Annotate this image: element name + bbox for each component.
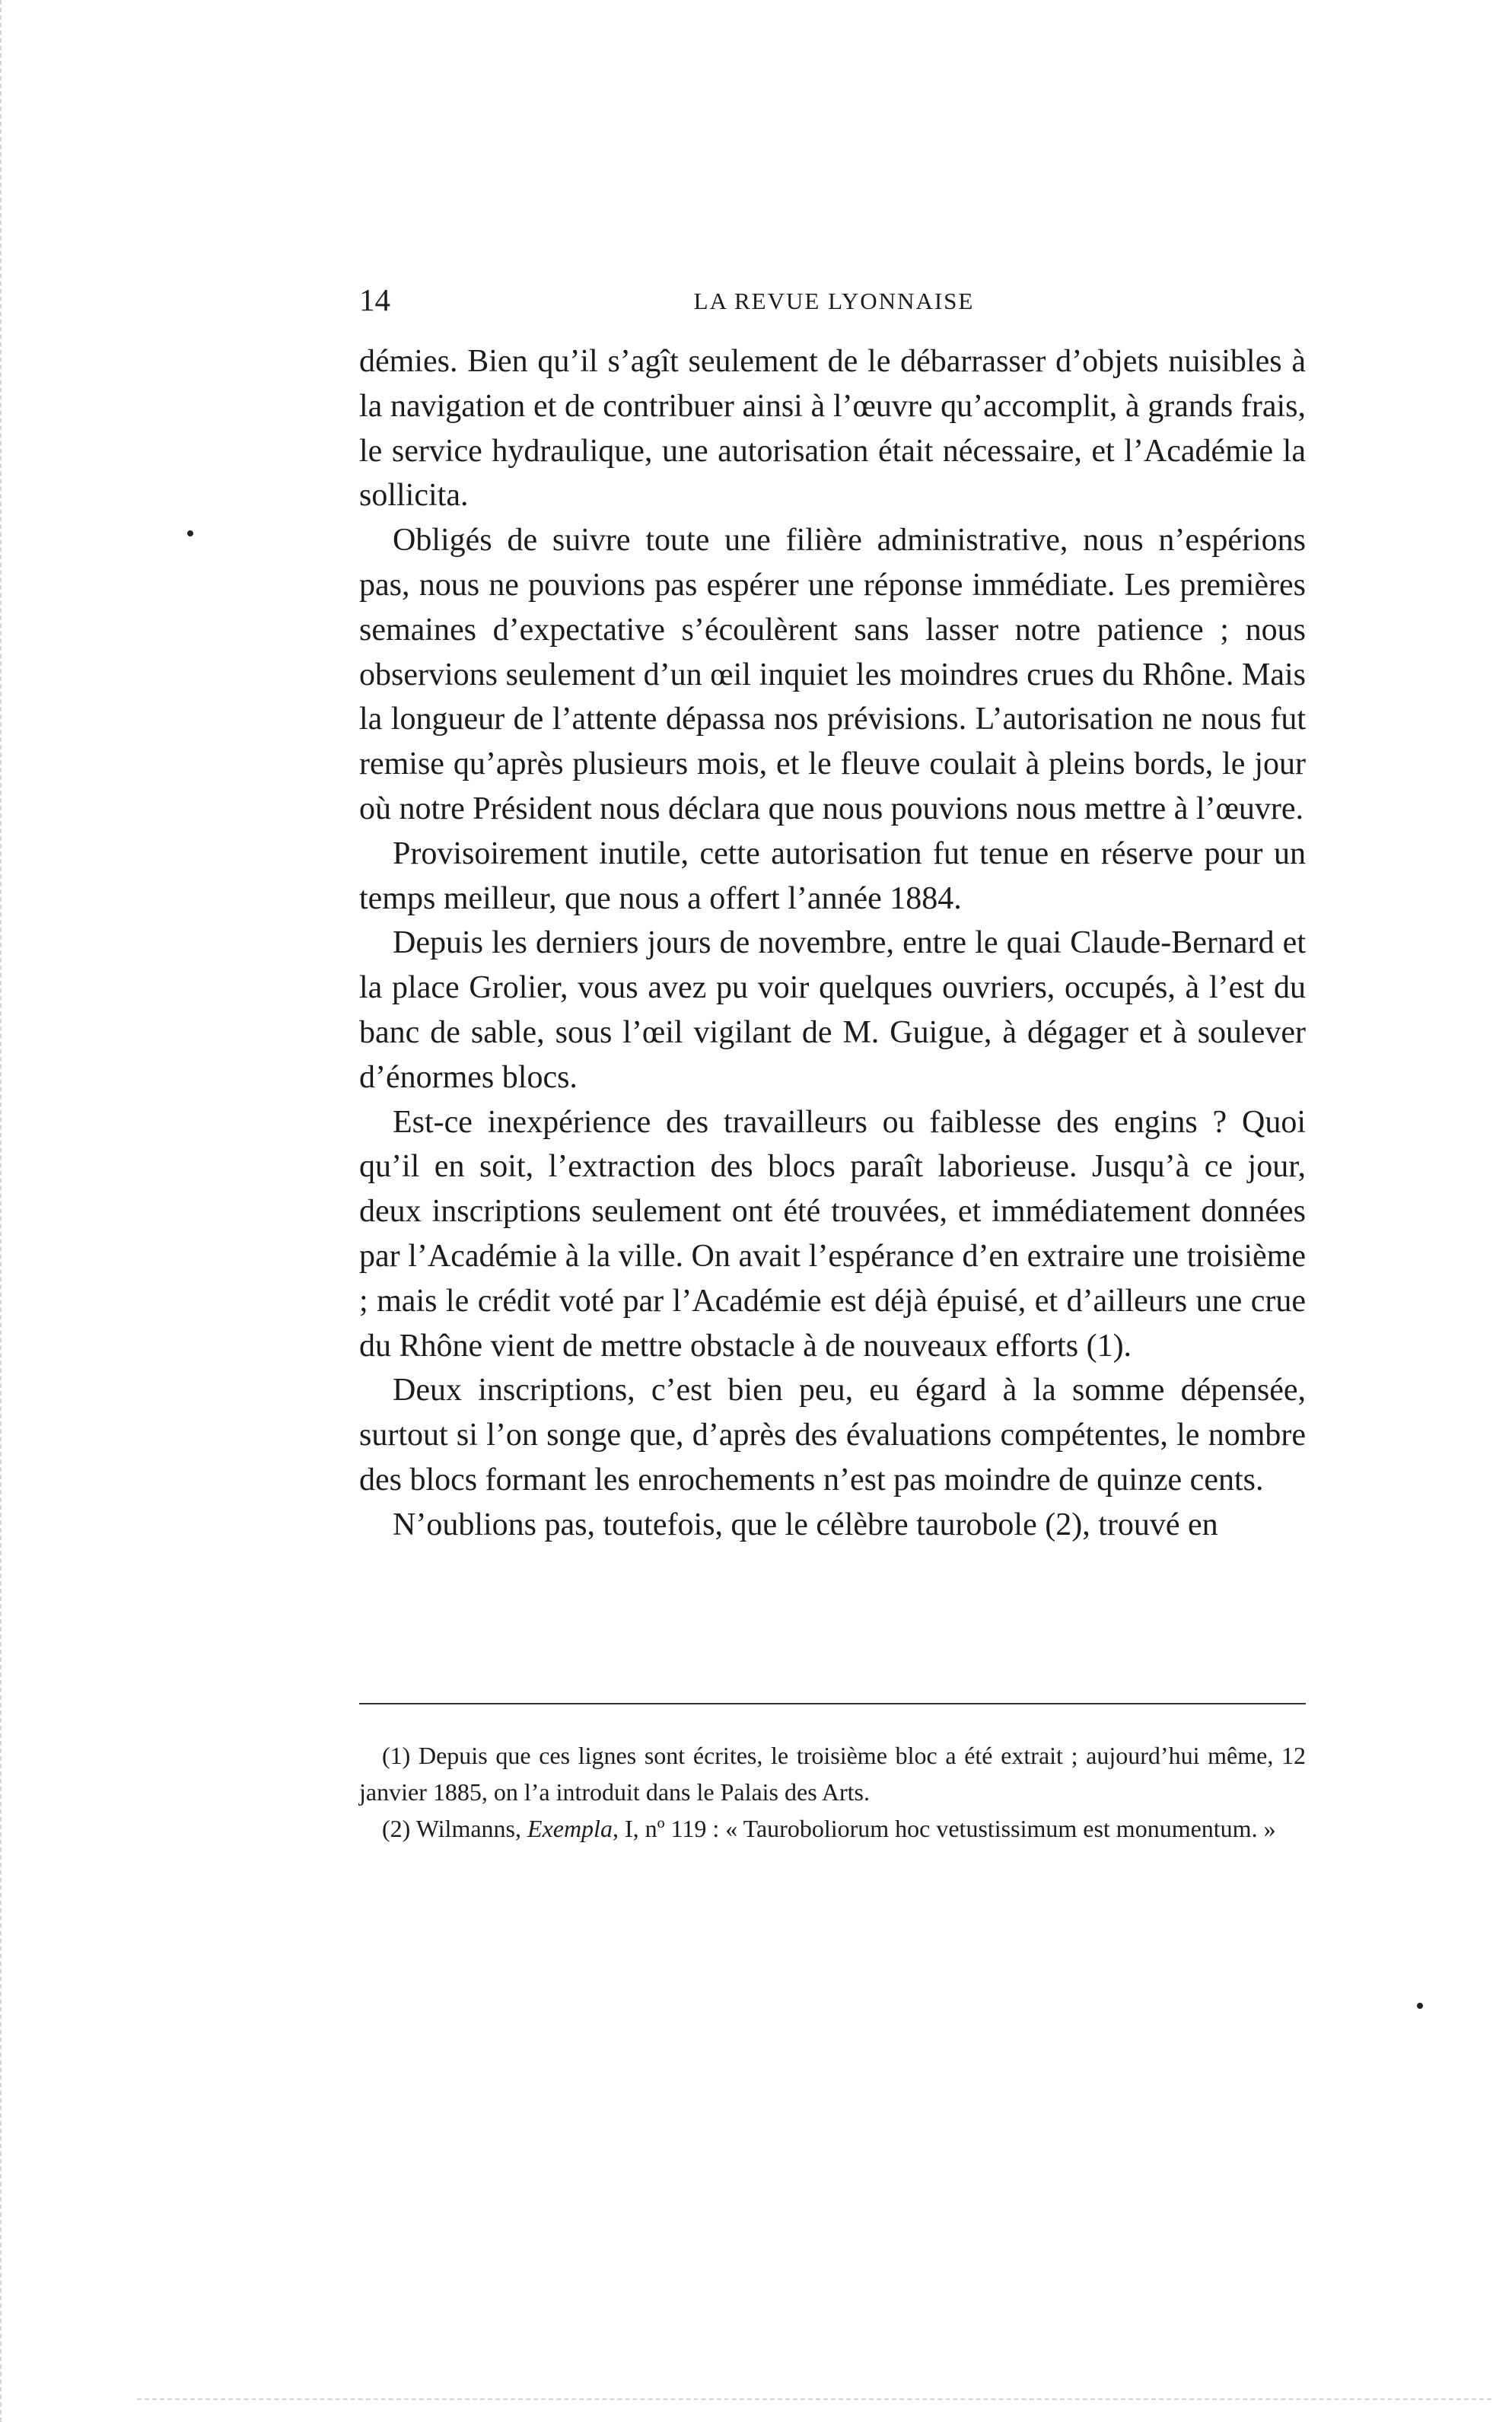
footnotes (359, 1737, 1306, 1847)
footnote-2-suffix: , I, nº 119 : « Tauroboliorum hoc vetustissimum est monumentum. » (612, 1815, 1276, 1842)
paragraph-6: Deux inscriptions, c’est bien peu, eu égard à la somme dépensée, surtout si l’on songe que, d’après des évaluations compétentes, le nombre des blocs formant les enrochements n’est pas moindre de quinze cents. (359, 1373, 1306, 1497)
paragraph-4: Depuis les derniers jours de novembre, entre le quai Claude-Bernard et la place Grolier, vous avez pu voir quelques ouvriers, occupés, à l’est du banc de sable, sous l’œil vigilant de M. Guigue, à dégager et à soulever d’énormes blocs. (359, 925, 1306, 1095)
paragraph-2: Obligés de suivre toute une filière administrative, nous n’espérions pas, nous ne pouvions pas espérer une réponse immédiate. Les premières semaines d’expectative s’écoulèrent sans lasser notre patience ; nous observions seulement d’un œil inquiet les moindres crues du Rhône. Mais la longueur de l’attente dépassa nos prévisions. L’autorisation ne nous fut remise qu’après plusieurs mois, et le fleuve coulait à pleins bords, le jour où notre Président nous déclara que nous pouvions nous mettre à l’œuvre. (359, 523, 1306, 826)
paragraph-7: N’oublions pas, toutefois, que le célèbre taurobole (2), trouvé en (393, 1507, 1218, 1542)
paragraph-5: Est-ce inexpérience des travailleurs ou faiblesse des engins ? Quoi qu’il en soit, l’extraction des blocs paraît laborieuse. Jusqu’à ce jour, deux inscriptions seulement ont été trouvées, et immédiatement données par l’Académie à la ville. On avait l’espérance d’en extraire une troisième ; mais le crédit voté par l’Académie est déjà épuisé, et d’ailleurs une crue du Rhône vient de mettre obstacle à de nouveaux efforts (1). (359, 1104, 1306, 1364)
footnote-2-title: Exempla (527, 1815, 613, 1842)
footnote-1: (1) Depuis que ces lignes sont écrites, le troisième bloc a été extrait ; aujourd’hui même, 12 janvier 1885, on l’a introduit dans le Palais des Arts. (359, 1742, 1306, 1806)
scan-bottom-artifact (137, 2398, 1491, 2400)
paragraph-3: Provisoirement inutile, cette autorisation fut tenue en réserve pour un temps meilleur, que nous a offert l’année 1884. (359, 835, 1306, 916)
footnote-2-prefix: (2) Wilmanns, (382, 1815, 527, 1842)
body-text (359, 339, 1306, 1548)
paragraph-1: démies. Bien qu’il s’agît seulement de le débarrasser d’objets nuisibles à la navigation et de contribuer ainsi à l’œuvre qu’accomplit, à grands frais, le service hydraulique, une autorisation était nécessaire, et l’Académie la sollicita. (359, 344, 1306, 514)
footnote-2 (359, 1810, 1306, 1847)
running-title: LA REVUE LYONNAISE (693, 288, 975, 314)
footnote-rule (359, 1703, 1306, 1704)
stray-ink-dot (1417, 2003, 1423, 2009)
page-number: 14 (359, 282, 390, 317)
page-header (359, 282, 1309, 320)
stray-ink-dot (187, 530, 193, 536)
scan-edge-artifact (0, 0, 5, 2422)
